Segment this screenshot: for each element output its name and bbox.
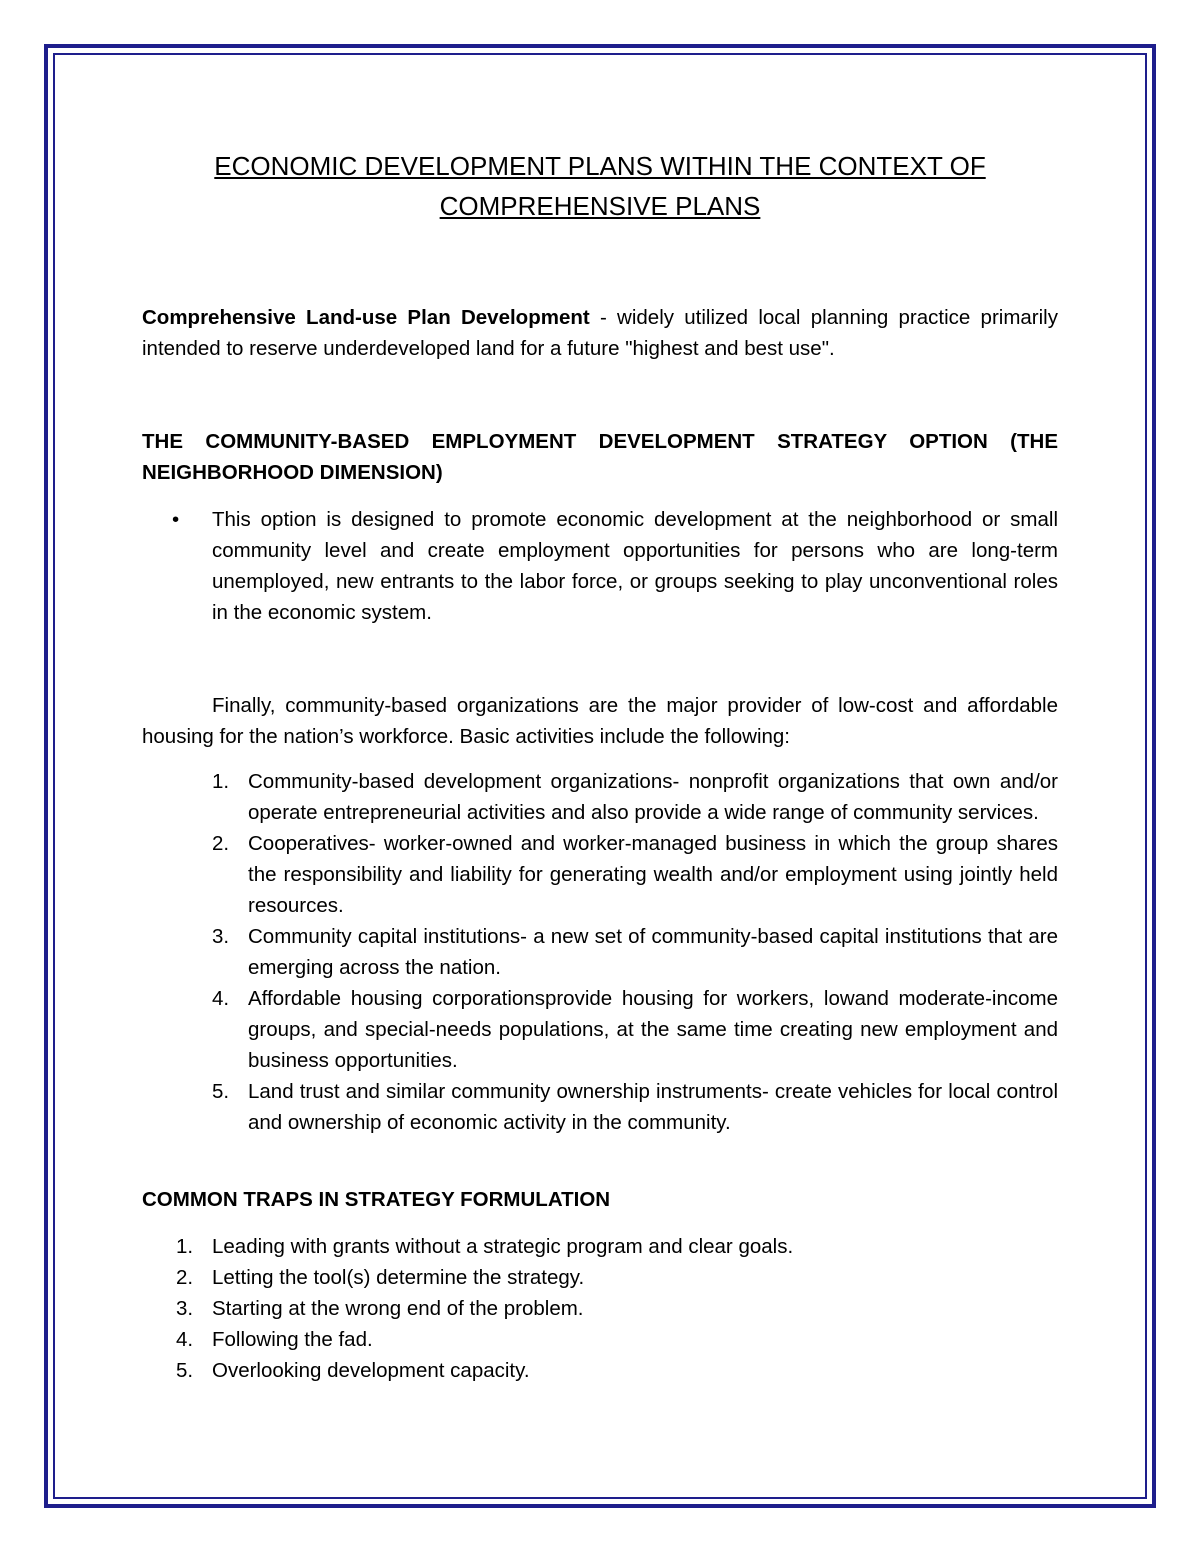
list-number: 2. bbox=[176, 1266, 194, 1289]
option-bullet-list bbox=[142, 504, 1058, 628]
land-use-definition bbox=[142, 302, 1058, 364]
list-item bbox=[142, 1324, 1058, 1355]
list-item bbox=[142, 828, 1058, 921]
section-heading-line-2: NEIGHBORHOOD DIMENSION) bbox=[142, 461, 443, 484]
list-item bbox=[142, 504, 1058, 628]
section-heading-community-based bbox=[142, 426, 1058, 488]
land-use-term: Comprehensive Land-use Plan Development bbox=[142, 306, 590, 329]
list-text: Following the fad. bbox=[212, 1328, 373, 1351]
list-item bbox=[142, 921, 1058, 983]
title-line-1: ECONOMIC DEVELOPMENT PLANS WITHIN THE CONTEXT OF bbox=[214, 151, 986, 181]
list-text: Community capital institutions- a new set of community-based capital institutions that are emerging across the nation. bbox=[248, 925, 1058, 979]
list-text: Affordable housing corporationsprovide housing for workers, lowand moderate-income groups, and special-needs populations, at the same time creating new employment and business opportunities. bbox=[248, 987, 1058, 1072]
list-number: 1. bbox=[176, 1235, 194, 1258]
document-body bbox=[142, 146, 1058, 1386]
bullet-icon: • bbox=[172, 508, 180, 531]
list-text: Community-based development organizations- nonprofit organizations that own and/or operate entrepreneurial activities and also provide a wide range of community services. bbox=[248, 770, 1058, 824]
list-number: 5. bbox=[212, 1080, 230, 1103]
finally-paragraph: Finally, community-based organizations are the major provider of low-cost and affordable housing for the nation’s workforce. Basic activities include the following: bbox=[142, 694, 1058, 748]
list-item bbox=[142, 1355, 1058, 1386]
list-number: 2. bbox=[212, 832, 230, 855]
list-text: Overlooking development capacity. bbox=[212, 1359, 530, 1382]
activities-list bbox=[142, 766, 1058, 1138]
list-text: Land trust and similar community ownership instruments- create vehicles for local control and ownership of economic activity in the community. bbox=[248, 1080, 1058, 1134]
list-item bbox=[142, 1076, 1058, 1138]
bullet-text: This option is designed to promote economic development at the neighborhood or small community level and create employment opportunities for persons who are long-term unemployed, new entrants to the labor force, or groups seeking to play unconventional roles in the economic system. bbox=[212, 508, 1058, 624]
section-heading-line-1: THE COMMUNITY-BASED EMPLOYMENT DEVELOPMENT STRATEGY OPTION (THE bbox=[142, 430, 1058, 453]
list-text: Leading with grants without a strategic program and clear goals. bbox=[212, 1235, 794, 1258]
section-heading-common-traps: COMMON TRAPS IN STRATEGY FORMULATION bbox=[142, 1188, 611, 1211]
list-text: Cooperatives- worker-owned and worker-managed business in which the group shares the responsibility and liability for generating wealth and/or employment using jointly held resources. bbox=[248, 832, 1058, 917]
list-item bbox=[142, 766, 1058, 828]
list-number: 1. bbox=[212, 770, 230, 793]
list-number: 4. bbox=[176, 1328, 194, 1351]
list-number: 3. bbox=[212, 925, 230, 948]
traps-list bbox=[142, 1231, 1058, 1386]
title-line-2: COMPREHENSIVE PLANS bbox=[439, 191, 761, 221]
list-item bbox=[142, 1293, 1058, 1324]
document-title bbox=[142, 146, 1058, 226]
list-text: Letting the tool(s) determine the strategy. bbox=[212, 1266, 585, 1289]
list-number: 4. bbox=[212, 987, 230, 1010]
list-text: Starting at the wrong end of the problem. bbox=[212, 1297, 584, 1320]
list-item bbox=[142, 1231, 1058, 1262]
land-use-text: - widely utilized local planning practice primarily intended to reserve underdeveloped land for a future "highest and best use". bbox=[142, 306, 1058, 360]
list-number: 3. bbox=[176, 1297, 194, 1320]
list-item bbox=[142, 1262, 1058, 1293]
list-number: 5. bbox=[176, 1359, 194, 1382]
list-item bbox=[142, 983, 1058, 1076]
